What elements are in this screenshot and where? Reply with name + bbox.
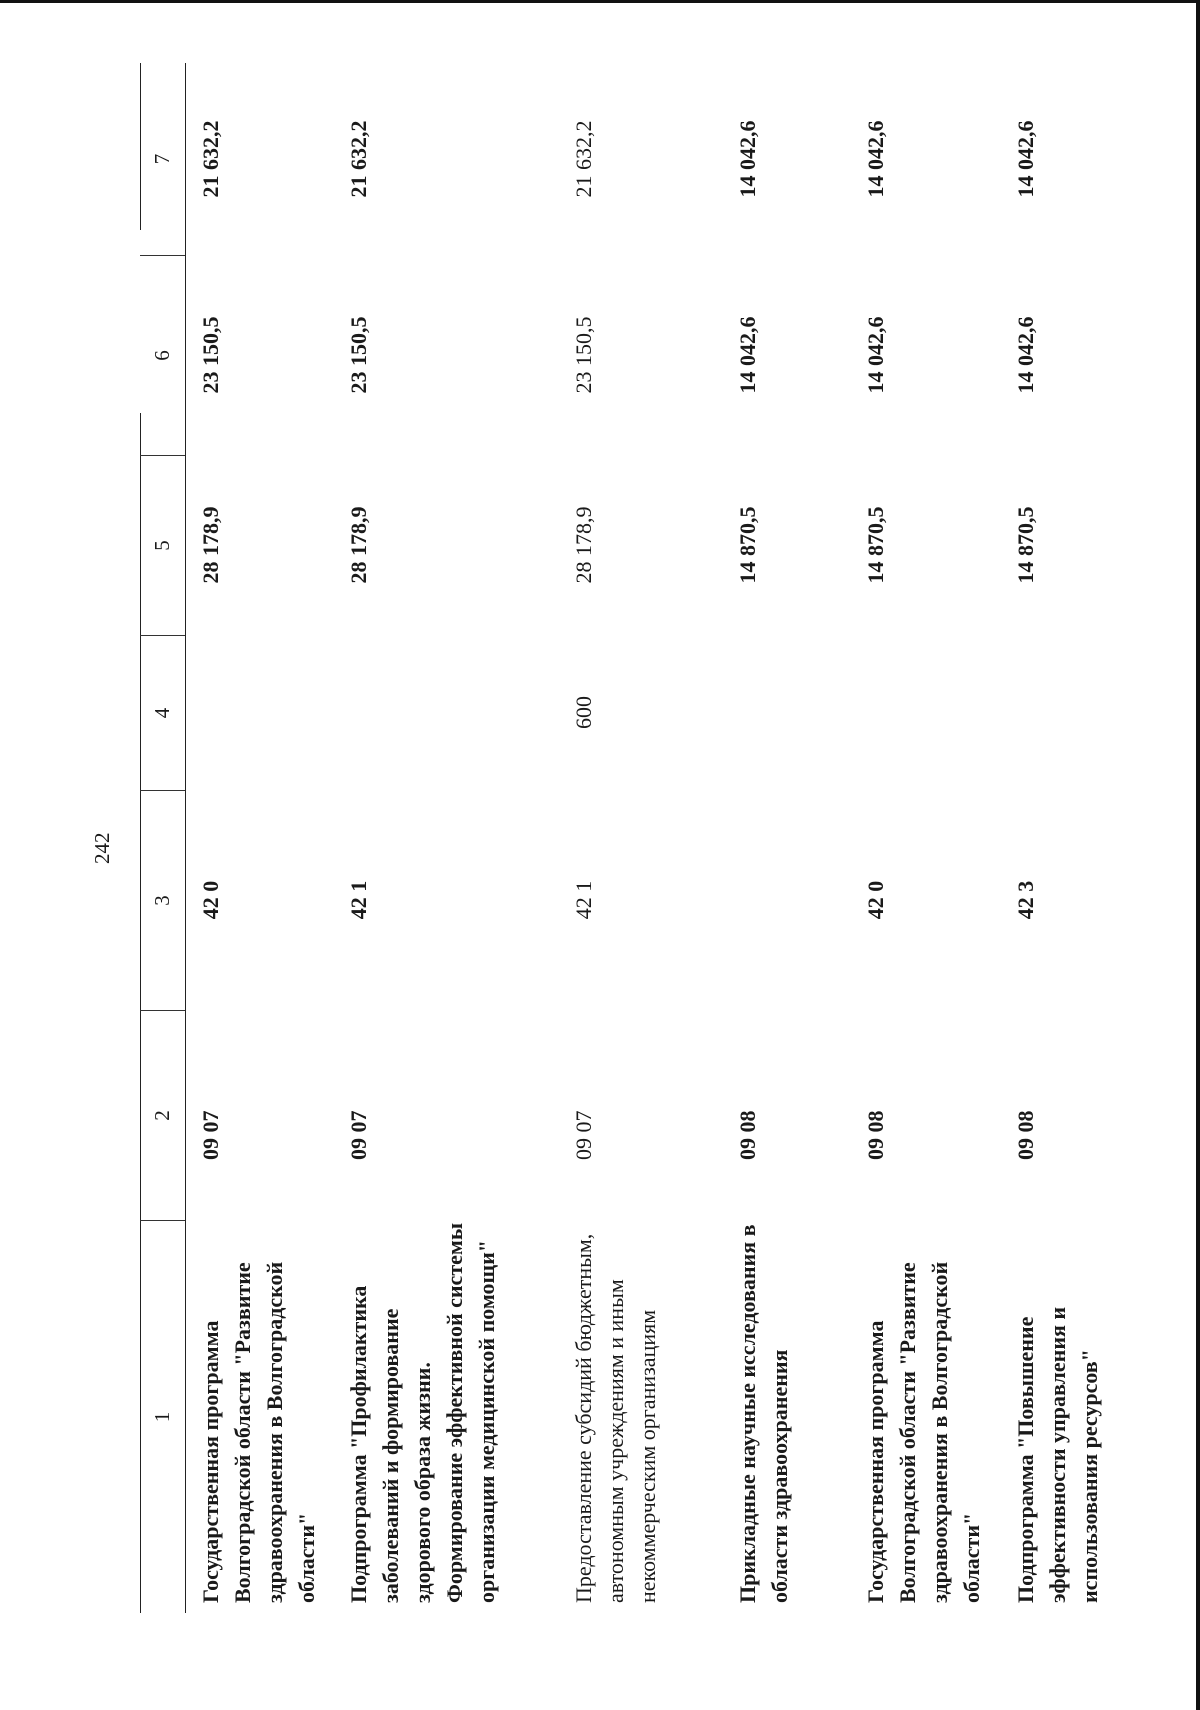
row-expense-type — [1010, 635, 1106, 790]
row-program-code: 42 0 — [863, 880, 888, 920]
table-row — [732, 63, 796, 1613]
row-amount-col6: 14 042,6 — [863, 316, 888, 394]
row-amount-col5: 28 178,9 — [571, 506, 596, 584]
rotated-document-page — [20, 30, 1160, 1690]
header-col-4: 4 — [140, 635, 185, 790]
row-section-code: 09 07 — [346, 1110, 371, 1160]
row-amount-col5: 14 870,5 — [863, 506, 888, 584]
scan-edge-top — [0, 0, 1200, 3]
row-amount-col7: 21 632,2 — [346, 120, 371, 198]
row-name: Подпрограмма "Профилактика заболеваний и формирование здорового образа жизни. Формирование эффективной системы организации медицинской помощи" — [346, 1222, 499, 1603]
row-program-code: 42 0 — [198, 880, 223, 920]
row-amount-col7: 21 632,2 — [198, 120, 223, 198]
row-amount-col6: 14 042,6 — [735, 316, 760, 394]
row-amount-col6: 23 150,5 — [571, 316, 596, 394]
table-row — [568, 63, 664, 1613]
header-col-1: 1 — [140, 1220, 185, 1613]
table-row — [195, 63, 323, 1613]
table-row — [1010, 63, 1106, 1613]
table-row — [343, 63, 503, 1613]
row-name: Предоставление субсидий бюджетным, автономным учреждениям и иным некоммерческим организациям — [571, 1233, 660, 1603]
row-expense-type — [732, 635, 796, 790]
row-amount-col5: 14 870,5 — [1013, 506, 1038, 584]
row-expense-type — [343, 635, 503, 790]
row-expense-type: 600 — [571, 696, 596, 729]
header-col-3: 3 — [140, 790, 185, 1010]
row-amount-col6: 14 042,6 — [1013, 316, 1038, 394]
row-program-code — [732, 790, 796, 1010]
header-col-7: 7 — [150, 153, 174, 165]
row-amount-col6: 23 150,5 — [198, 316, 223, 394]
row-name: Государственная программа Волгоградской области "Развитие здравоохранения в Волгоградской области" — [863, 1261, 984, 1603]
row-amount-col7: 14 042,6 — [863, 120, 888, 198]
header-col-6: 6 — [140, 255, 185, 455]
row-program-code: 42 3 — [1013, 880, 1038, 920]
row-name: Прикладные научные исследования в области здравоохранения — [735, 1224, 792, 1603]
scan-edge-right — [1196, 0, 1200, 1710]
page-number: 242 — [90, 832, 114, 864]
row-program-code: 42 1 — [571, 880, 596, 920]
row-amount-col6: 23 150,5 — [346, 316, 371, 394]
row-section-code: 09 07 — [198, 1110, 223, 1160]
row-name: Государственная программа Волгоградской области "Развитие здравоохранения в Волгоградской области" — [198, 1261, 319, 1603]
row-amount-col7: 21 632,2 — [571, 120, 596, 198]
row-amount-col5: 28 178,9 — [346, 506, 371, 584]
row-section-code: 09 07 — [571, 1110, 596, 1160]
row-amount-col7: 14 042,6 — [1013, 120, 1038, 198]
table-header-row — [140, 63, 186, 1613]
row-section-code: 09 08 — [1013, 1110, 1038, 1160]
header-col-5: 5 — [140, 455, 185, 635]
row-amount-col7: 14 042,6 — [735, 120, 760, 198]
row-section-code: 09 08 — [863, 1110, 888, 1160]
row-program-code: 42 1 — [346, 880, 371, 920]
table-row — [860, 63, 988, 1613]
row-amount-col5: 28 178,9 — [198, 506, 223, 584]
row-name: Подпрограмма "Повышение эффективности управления и использования ресурсов" — [1013, 1306, 1102, 1603]
header-col-2: 2 — [140, 1010, 185, 1220]
row-expense-type — [195, 635, 323, 790]
row-expense-type — [860, 635, 988, 790]
row-section-code: 09 08 — [735, 1110, 760, 1160]
row-amount-col5: 14 870,5 — [735, 506, 760, 584]
